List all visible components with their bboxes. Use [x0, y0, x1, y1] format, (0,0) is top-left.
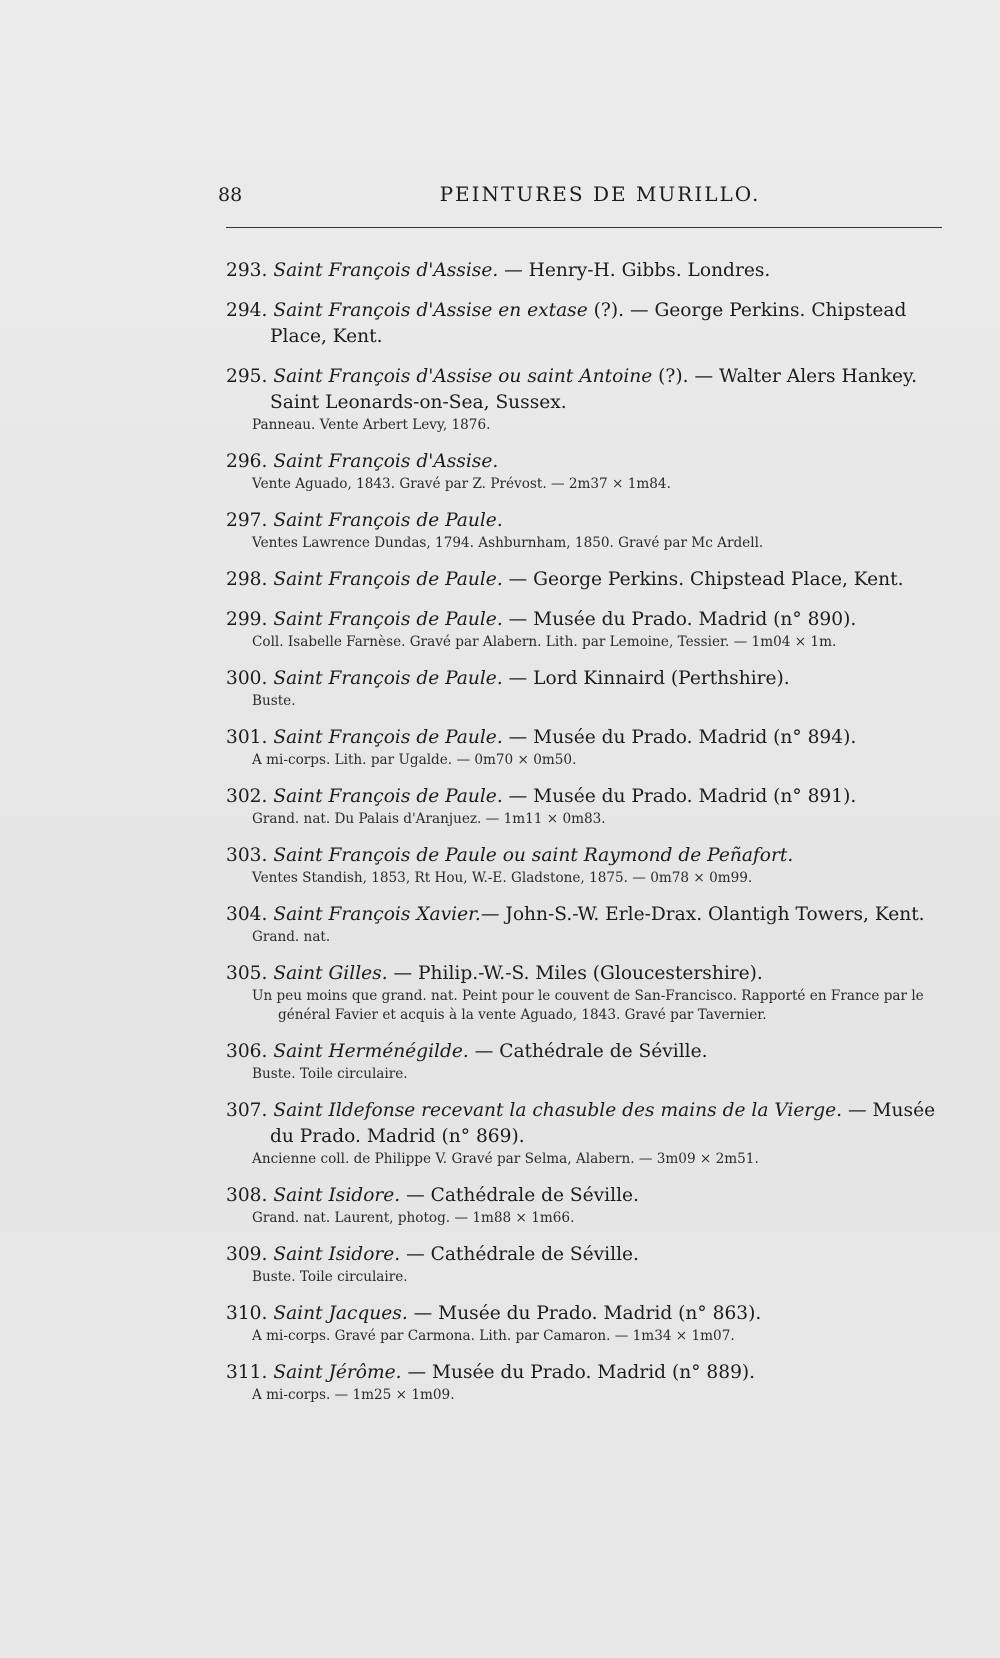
entry-title: Saint François de Paule ou saint Raymond de Peñafort.	[273, 845, 794, 866]
catalogue-entries	[226, 258, 946, 1419]
entry-owner: — John-S.-W. Erle-Drax. Olantigh Towers, Kent.	[480, 904, 925, 925]
entry-heading	[200, 902, 946, 928]
catalogue-entry	[226, 364, 946, 435]
entry-number: 293.	[226, 260, 268, 281]
entry-owner: — Cathédrale de Séville.	[468, 1041, 708, 1062]
header-rule	[226, 227, 942, 228]
entry-note: Ventes Standish, 1853, Rt Hou, W.-E. Gladstone, 1875. — 0m78 × 0m99.	[252, 870, 753, 886]
entry-owner: — Musée du Prado. Madrid (n° 869).	[270, 1100, 936, 1147]
entry-owner: (?). — Walter Alers Hankey. Saint Leonards-on-Sea, Sussex.	[270, 366, 917, 413]
entry-note: Ventes Lawrence Dundas, 1794. Ashburnham, 1850. Gravé par Mc Ardell.	[252, 535, 764, 551]
catalogue-entry	[226, 1301, 946, 1346]
entry-number: 298.	[226, 569, 268, 590]
entry-note: Buste. Toile circulaire.	[252, 1066, 408, 1082]
entry-title: Saint François Xavier.	[273, 904, 481, 925]
entry-heading	[200, 1039, 946, 1065]
entry-owner: — Philip.-W.-S. Miles (Gloucestershire).	[387, 963, 763, 984]
page-number: 88	[218, 184, 243, 206]
entry-heading	[200, 258, 946, 284]
entry-heading	[200, 1098, 946, 1150]
entry-note: Vente Aguado, 1843. Gravé par Z. Prévost. — 2m37 × 1m84.	[252, 476, 671, 492]
entry-title: Saint Gilles.	[273, 963, 388, 984]
catalogue-entry	[226, 298, 946, 350]
entry-note: Ancienne coll. de Philippe V. Gravé par Selma, Alabern. — 3m09 × 2m51.	[252, 1151, 759, 1167]
entry-heading	[200, 666, 946, 692]
entry-title: Saint François de Paule.	[273, 569, 503, 590]
entry-title: Saint François de Paule.	[273, 668, 503, 689]
entry-owner: — George Perkins. Chipstead Place, Kent.	[502, 569, 904, 590]
entry-heading	[200, 725, 946, 751]
entry-owner: — Musée du Prado. Madrid (n° 889).	[401, 1362, 756, 1383]
catalogue-entry	[226, 784, 946, 829]
running-title: PEINTURES DE MURILLO.	[439, 182, 761, 206]
entry-title: Saint François de Paule.	[273, 786, 503, 807]
entry-number: 310.	[226, 1303, 268, 1324]
entry-number: 296.	[226, 451, 268, 472]
catalogue-entry	[226, 1098, 946, 1169]
entry-heading	[200, 1360, 946, 1386]
catalogue-entry	[226, 258, 946, 284]
entry-number: 304.	[226, 904, 268, 925]
entry-heading	[200, 508, 946, 534]
entry-heading	[200, 567, 946, 593]
catalogue-entry	[226, 1039, 946, 1084]
entry-title: Saint François de Paule.	[273, 609, 503, 630]
entry-number: 305.	[226, 963, 268, 984]
entry-owner: — Musée du Prado. Madrid (n° 890).	[502, 609, 857, 630]
entry-note: A mi-corps. — 1m25 × 1m09.	[252, 1387, 455, 1403]
entry-heading	[200, 784, 946, 810]
catalogue-entry	[226, 607, 946, 652]
entry-title: Saint Herménégilde.	[273, 1041, 469, 1062]
entry-owner: — Musée du Prado. Madrid (n° 863).	[407, 1303, 762, 1324]
catalogue-entry	[226, 1242, 946, 1287]
entry-owner: — Cathédrale de Séville.	[400, 1244, 639, 1265]
entry-heading	[200, 364, 946, 416]
entry-number: 295.	[226, 366, 268, 387]
catalogue-entry	[226, 449, 946, 494]
entry-owner: (?). — George Perkins. Chipstead Place, Kent.	[270, 300, 907, 347]
entry-heading	[200, 449, 946, 475]
entry-number: 297.	[226, 510, 268, 531]
entry-note: A mi-corps. Lith. par Ugalde. — 0m70 × 0m50.	[252, 752, 577, 768]
entry-note: Buste.	[252, 693, 296, 709]
entry-owner: — Musée du Prado. Madrid (n° 891).	[502, 786, 857, 807]
entry-note: Un peu moins que grand. nat. Peint pour le couvent de San-Francisco. Rapporté en France par le général Favier et acquis à la vente Aguado, 1843. Gravé par Tavernier.	[252, 988, 924, 1023]
catalogue-entry	[226, 902, 946, 947]
entry-number: 308.	[226, 1185, 268, 1206]
entry-heading	[200, 1301, 946, 1327]
entry-note: Buste. Toile circulaire.	[252, 1269, 408, 1285]
entry-owner: — Cathédrale de Séville.	[400, 1185, 639, 1206]
entry-heading	[200, 1242, 946, 1268]
entry-heading	[200, 843, 946, 869]
catalogue-entry	[226, 567, 946, 593]
entry-title: Saint François de Paule.	[273, 510, 503, 531]
entry-title: Saint François d'Assise.	[273, 260, 499, 281]
entry-number: 306.	[226, 1041, 268, 1062]
entry-title: Saint Isidore.	[273, 1185, 401, 1206]
entry-note: Grand. nat. Du Palais d'Aranjuez. — 1m11 × 0m83.	[252, 811, 606, 827]
entry-number: 303.	[226, 845, 268, 866]
entry-number: 307.	[226, 1100, 268, 1121]
entry-title: Saint François d'Assise.	[273, 451, 499, 472]
entry-note: Panneau. Vente Arbert Levy, 1876.	[252, 417, 491, 433]
entry-title: Saint Isidore.	[273, 1244, 401, 1265]
entry-number: 299.	[226, 609, 268, 630]
entry-title: Saint Ildefonse recevant la chasuble des mains de la Vierge.	[273, 1100, 843, 1121]
catalogue-entry	[226, 1360, 946, 1405]
entry-number: 300.	[226, 668, 268, 689]
entry-title: Saint Jérôme.	[273, 1362, 402, 1383]
catalogue-entry	[226, 1183, 946, 1228]
catalogue-entry	[226, 666, 946, 711]
entry-title: Saint François d'Assise en extase	[273, 300, 588, 321]
entry-heading	[200, 961, 946, 987]
entry-heading	[200, 1183, 946, 1209]
entry-owner: — Musée du Prado. Madrid (n° 894).	[502, 727, 857, 748]
entry-owner: — Lord Kinnaird (Perthshire).	[502, 668, 790, 689]
entry-number: 309.	[226, 1244, 268, 1265]
entry-title: Saint Jacques.	[273, 1303, 408, 1324]
catalogue-entry	[226, 843, 946, 888]
entry-title: Saint François de Paule.	[273, 727, 503, 748]
entry-heading	[200, 607, 946, 633]
page-header	[218, 180, 942, 214]
entry-number: 301.	[226, 727, 268, 748]
entry-title: Saint François d'Assise ou saint Antoine	[273, 366, 653, 387]
entry-note: Grand. nat.	[252, 929, 331, 945]
catalogue-entry	[226, 508, 946, 553]
entry-number: 294.	[226, 300, 268, 321]
entry-heading	[200, 298, 946, 350]
catalogue-entry	[226, 961, 946, 1025]
entry-number: 311.	[226, 1362, 268, 1383]
entry-note: A mi-corps. Gravé par Carmona. Lith. par Camaron. — 1m34 × 1m07.	[252, 1328, 735, 1344]
entry-note: Coll. Isabelle Farnèse. Gravé par Alabern. Lith. par Lemoine, Tessier. — 1m04 × 1m.	[252, 634, 837, 650]
entry-owner: — Henry-H. Gibbs. Londres.	[498, 260, 771, 281]
catalogue-entry	[226, 725, 946, 770]
entry-note: Grand. nat. Laurent, photog. — 1m88 × 1m66.	[252, 1210, 575, 1226]
entry-number: 302.	[226, 786, 268, 807]
